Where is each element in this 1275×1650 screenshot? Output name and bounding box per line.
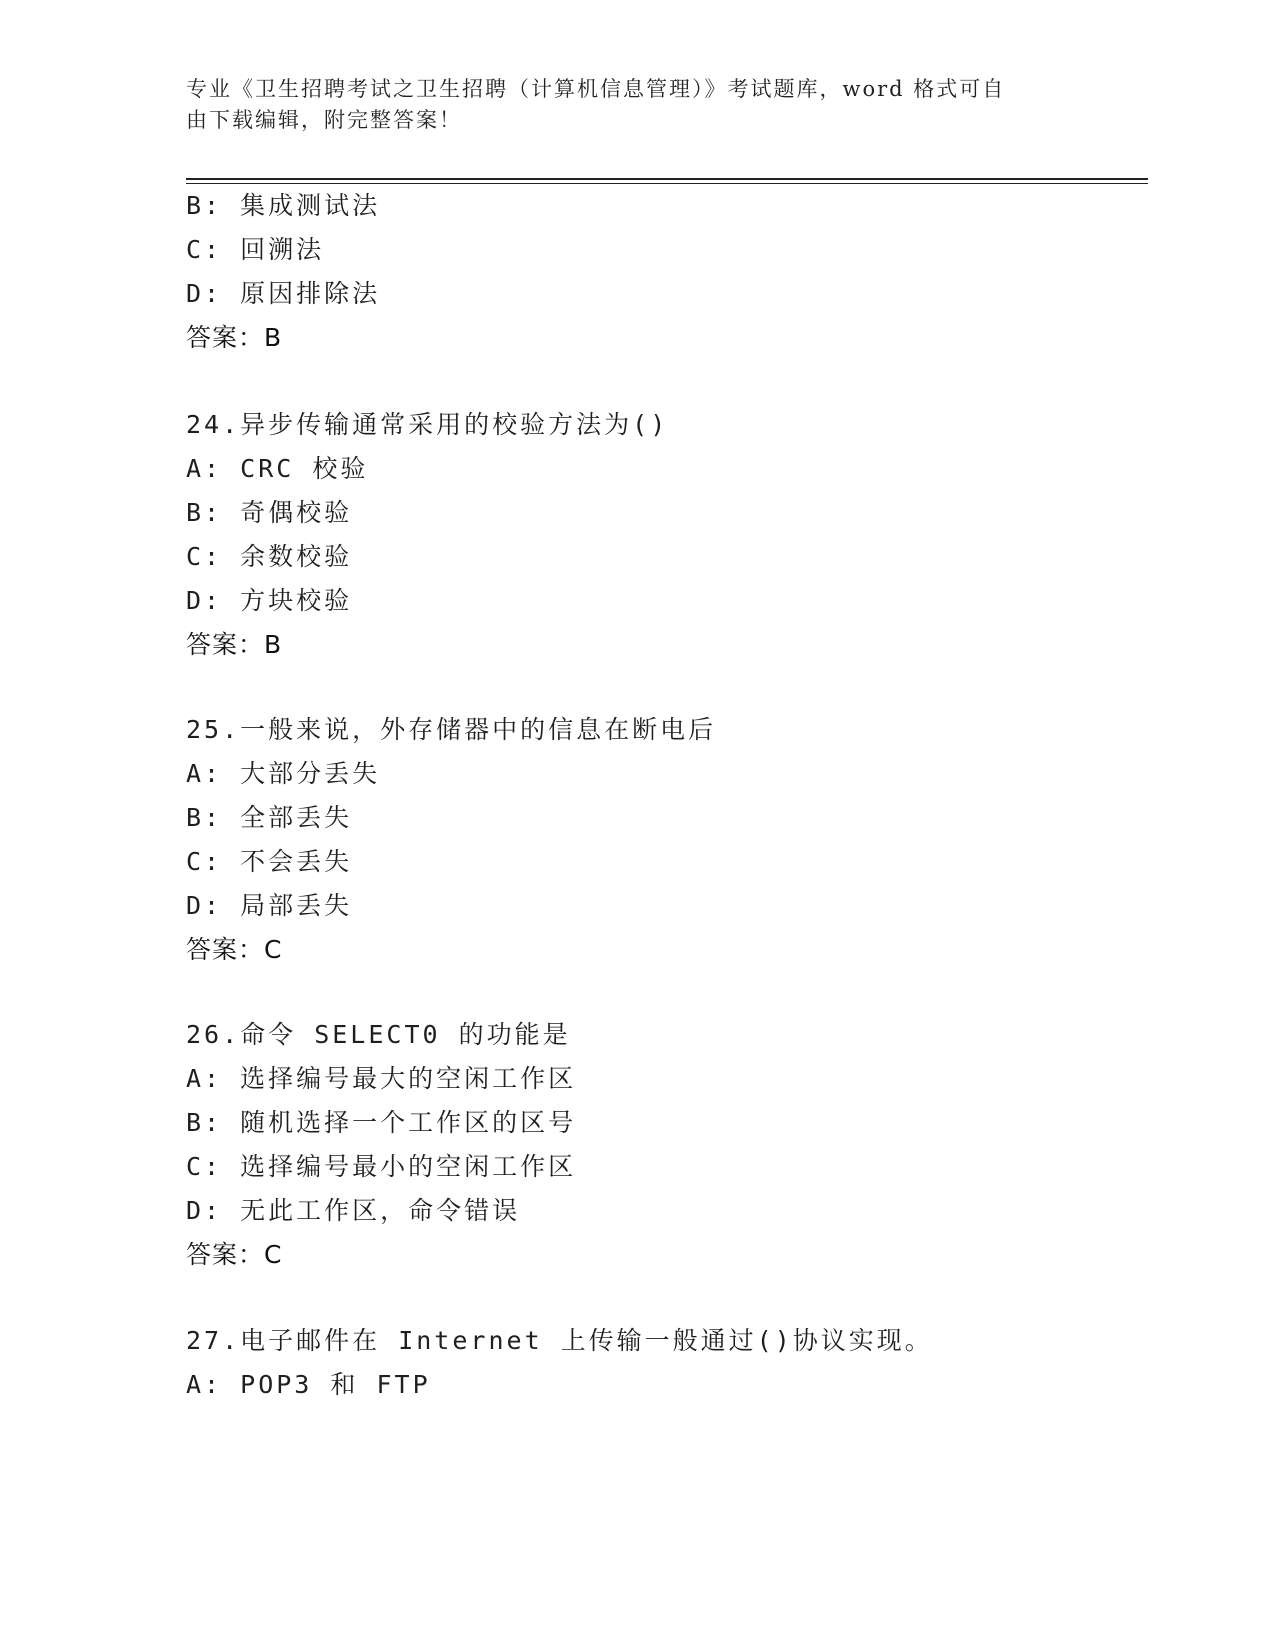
answer: 答案：B [186, 630, 283, 659]
question-stem: 26.命令 SELECT0 的功能是 [186, 1020, 571, 1049]
question-stem: 27.电子邮件在 Internet 上传输一般通过()协议实现。 [186, 1326, 933, 1355]
document-header [186, 74, 1066, 136]
option-b: B: 全部丢失 [186, 803, 353, 832]
option-d: D: 方块校验 [186, 586, 353, 615]
option-d: D: 局部丢失 [186, 891, 353, 920]
option-b: B: 奇偶校验 [186, 498, 353, 527]
option-c: C: 不会丢失 [186, 847, 353, 876]
option-b: B: 随机选择一个工作区的区号 [186, 1108, 577, 1137]
option-a: A: 选择编号最大的空闲工作区 [186, 1064, 577, 1093]
answer: 答案：B [186, 323, 283, 352]
option-a: A: CRC 校验 [186, 454, 369, 483]
header-line-1: 专业《卫生招聘考试之卫生招聘（计算机信息管理）》考试题库，word 格式可自 [186, 77, 1006, 101]
header-line-2: 由下载编辑，附完整答案！ [186, 108, 462, 132]
question-stem: 25.一般来说，外存储器中的信息在断电后 [186, 715, 717, 744]
answer: 答案：C [186, 1240, 283, 1269]
header-rule-thin [186, 183, 1148, 184]
option-d: D: 无此工作区，命令错误 [186, 1196, 521, 1225]
question-stem: 24.异步传输通常采用的校验方法为() [186, 410, 669, 439]
option-a: A: POP3 和 FTP [186, 1370, 431, 1399]
option-a: A: 大部分丢失 [186, 759, 381, 788]
option-c: C: 回溯法 [186, 235, 325, 264]
header-rule-thick [186, 178, 1148, 180]
answer: 答案：C [186, 935, 283, 964]
option-c: C: 选择编号最小的空闲工作区 [186, 1152, 577, 1181]
option-c: C: 余数校验 [186, 542, 353, 571]
option-d: D: 原因排除法 [186, 279, 381, 308]
option-b: B: 集成测试法 [186, 191, 381, 220]
